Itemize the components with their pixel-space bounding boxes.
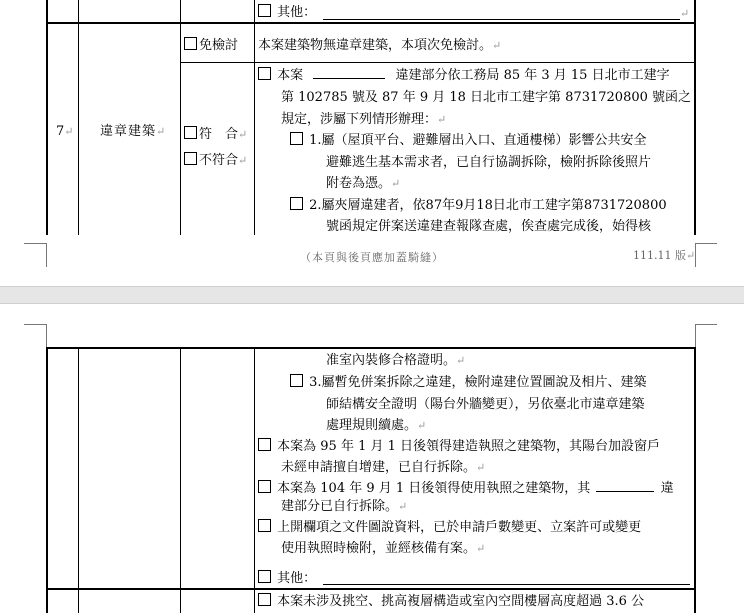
item-a-line-1: 本案為 95 年 1 月 1 日後領得建造執照之建築物，其陽台加設窗戶	[258, 437, 660, 457]
exempt-checkbox[interactable]	[184, 37, 197, 50]
main-clause-line-1: 本案 違建部分依工務局 85 年 3 月 15 日北市工建字	[258, 66, 670, 86]
sub-item-2-line-1: 2.屬夾層違建者，依87年9月18日北市工建字第8731720800	[290, 196, 667, 216]
item-a-line-2: 未經申請擅自增建，已自行拆除。↵	[281, 460, 486, 475]
row-divider-2	[46, 588, 696, 590]
column-divider-1	[78, 0, 79, 235]
item-b-blank	[596, 491, 654, 492]
sub-item-2-line-2: 號函規定併案送違建查報隊查處，俟查處完成後，始得核	[326, 219, 652, 234]
case-number-blank	[313, 78, 385, 79]
next-row-text: 本案未涉及挑空、挑高複層構造或室內空間樓層高度超過 3.6 公	[258, 592, 644, 612]
sub-item-3-line-1: 3.屬暫免併案拆除之違建，檢附違建位置圖說及相片、建築	[290, 373, 647, 393]
exempt-option: 免檢討	[184, 36, 238, 56]
continuation-line: 准室內裝修合格證明。↵	[326, 353, 466, 368]
column-divider-1b	[78, 347, 79, 613]
main-clause-line-2: 第 102785 號及 87 年 9 月 18 日北市工建字第 8731720800 號函之	[281, 90, 692, 105]
nonconform-option: 不符合↵	[184, 151, 247, 171]
conform-option: 符 合↵	[184, 125, 247, 145]
crop-mark-top-right	[695, 324, 717, 325]
footer-version: 111.11 版↵	[633, 249, 696, 262]
page-gap	[0, 286, 744, 304]
table-right-border-2	[694, 347, 696, 613]
main-clause-line-3: 規定，涉屬下列情形辦理：↵	[281, 112, 447, 127]
item-b-line-2: 建部分已自行拆除。↵	[281, 499, 408, 514]
exempt-text: 本案建築物無違章建築，本項次免檢討。↵	[258, 38, 502, 53]
item-c-line-1: 上開欄項之文件圖說資料，已於申請戶數變更、立案許可或變更	[258, 518, 641, 538]
other-blank-line-2	[323, 584, 690, 585]
column-divider-2b	[180, 347, 181, 613]
item-a-checkbox[interactable]	[258, 438, 271, 451]
table-left-border	[46, 0, 48, 235]
crop-mark-left	[24, 243, 46, 244]
next-row-checkbox[interactable]	[258, 593, 271, 606]
other-checkbox-2[interactable]	[258, 570, 271, 583]
item-c-checkbox[interactable]	[258, 519, 271, 532]
item-b-line-1: 本案為 104 年 9 月 1 日後領得使用執照之建築物，其 違	[258, 479, 674, 499]
crop-mark-top-left-v	[46, 324, 47, 348]
sub-item-2-checkbox[interactable]	[290, 197, 303, 210]
main-clause-checkbox[interactable]	[258, 67, 271, 80]
paragraph-mark: ↵	[680, 7, 690, 20]
column-divider-3b	[254, 347, 255, 613]
crop-mark-right	[695, 243, 717, 244]
item-title: 違章建築↵	[100, 124, 167, 139]
other-checkbox[interactable]	[258, 4, 271, 17]
item-b-checkbox[interactable]	[258, 480, 271, 493]
sub-item-3-line-3: 處理規則續處。↵	[326, 418, 427, 433]
column-divider-2	[180, 0, 181, 235]
crop-mark-top-left	[24, 324, 46, 325]
conform-checkbox[interactable]	[184, 126, 197, 139]
other-option-2: 其他：	[258, 569, 316, 589]
item-c-line-2: 使用執照時檢附，並經核備有案。↵	[281, 541, 486, 556]
table-left-border-2	[46, 347, 48, 613]
sub-item-3-line-2: 師結構安全證明（陽台外牆變更），另依臺北市違章建築	[326, 397, 645, 412]
column-divider-3	[254, 0, 255, 235]
row-number: 7↵	[56, 124, 74, 139]
sub-item-1-line-2: 避難逃生基本需求者，已自行協調拆除，檢附拆除後照片	[326, 155, 652, 170]
sub-item-1-checkbox[interactable]	[290, 132, 303, 145]
table-top-border	[46, 347, 696, 349]
crop-mark-left-v	[46, 243, 47, 267]
subrow-divider	[180, 62, 696, 63]
crop-mark-top-right-v	[695, 324, 696, 348]
sub-item-3-checkbox[interactable]	[290, 374, 303, 387]
table-right-border	[694, 0, 696, 235]
other-option: 其他：	[258, 3, 316, 23]
other-blank-line	[323, 19, 680, 20]
sub-item-1-line-1: 1.屬（屋頂平台、避難層出入口、直通樓梯）影響公共安全	[290, 131, 647, 151]
row-divider	[46, 22, 696, 24]
nonconform-checkbox[interactable]	[184, 152, 197, 165]
footer-note: （本頁與後頁應加蓋騎縫）	[300, 251, 444, 264]
sub-item-1-line-3: 附卷為憑。↵	[326, 176, 401, 191]
